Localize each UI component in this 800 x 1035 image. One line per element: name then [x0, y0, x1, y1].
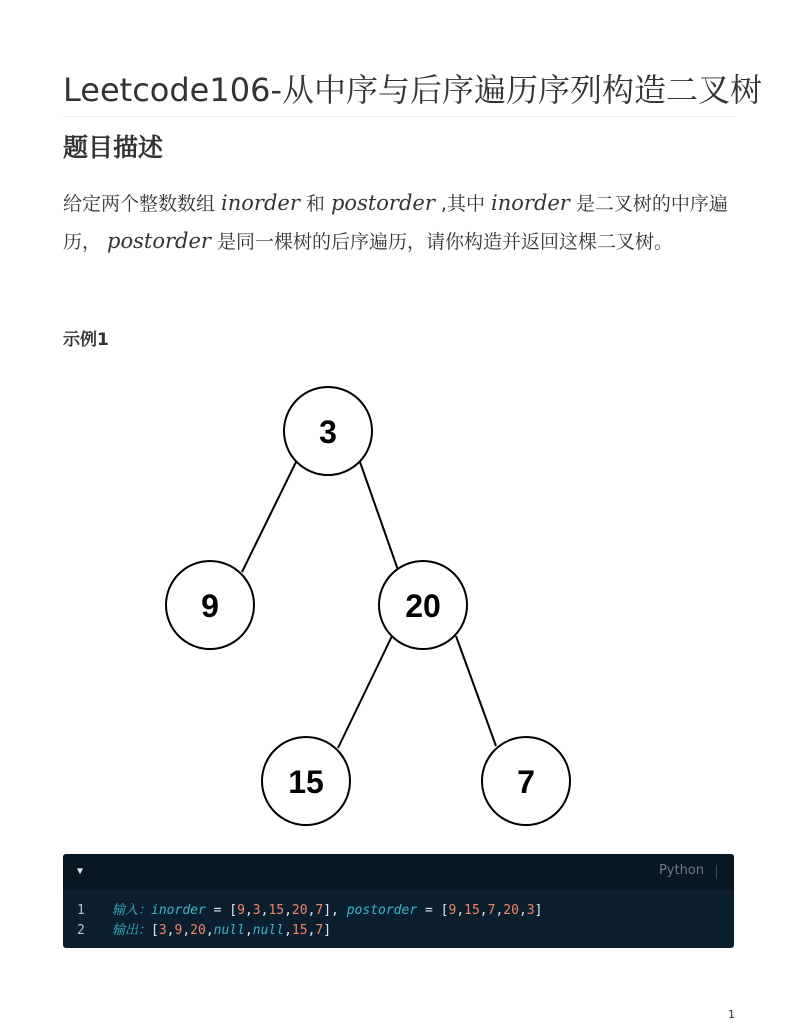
tree-edge-3-20: [360, 462, 398, 570]
code-number: 7: [487, 903, 496, 918]
code-number: 15: [268, 903, 285, 918]
code-number: 20: [190, 923, 206, 938]
code-token: null: [213, 923, 245, 938]
code-number: 9: [237, 903, 245, 918]
code-number: 7: [315, 923, 324, 938]
code-block: [63, 854, 734, 948]
desc-text: 和: [299, 193, 331, 215]
math-postorder: postorder: [107, 229, 211, 253]
code-number: 20: [503, 903, 519, 918]
math-inorder: inorder: [491, 191, 570, 215]
line-number: 2: [77, 923, 85, 938]
code-token: inorder: [151, 903, 206, 918]
code-language-label: Python: [658, 863, 704, 878]
tree-node-label: 3: [319, 414, 337, 450]
tree-edge-20-15: [338, 636, 392, 748]
code-token: ],: [323, 903, 347, 918]
code-token: [: [151, 923, 159, 938]
code-number: 20: [291, 903, 308, 918]
tree-node-label: 9: [201, 588, 219, 624]
tree-node-3: [284, 387, 372, 475]
tree-node-15: [262, 737, 350, 825]
code-token: ]: [534, 903, 543, 918]
section-heading: 题目描述: [63, 133, 164, 162]
code-number: 9: [448, 903, 457, 918]
code-number: 3: [252, 903, 261, 918]
math-postorder: postorder: [330, 191, 435, 215]
tree-node-label: 7: [517, 764, 535, 800]
example-heading: 示例1: [63, 330, 109, 350]
tree-node-9: [166, 561, 254, 649]
code-number: 9: [174, 923, 183, 938]
tree-edge-20-7: [456, 636, 496, 746]
page-title: Leetcode106-从中序与后序遍历序列构造二叉树: [63, 71, 762, 109]
code-number: 15: [291, 923, 308, 938]
code-token: 输入：: [112, 903, 152, 918]
tree-node-label: 15: [288, 764, 324, 800]
code-token: postorder: [346, 903, 418, 918]
code-number: 3: [526, 903, 535, 918]
tree-node-7: [482, 737, 570, 825]
code-number: 7: [315, 903, 324, 918]
desc-text: 是同一棵树的后序遍历，请你构造并返回这棵二叉树。: [210, 231, 673, 253]
desc-text: ,其中: [434, 193, 492, 215]
desc-text: 给定两个整数数组: [63, 193, 222, 215]
math-inorder: inorder: [221, 191, 300, 215]
collapse-caret-icon[interactable]: ▼: [77, 866, 84, 877]
code-token: = [: [417, 903, 449, 918]
header-divider: [716, 865, 717, 879]
code-token: ]: [323, 923, 332, 938]
code-number: 3: [158, 923, 167, 938]
code-line: 2 输出：[3,9,20,null,null,15,7]: [63, 921, 331, 941]
code-token: = [: [205, 903, 238, 918]
page-number: 1: [728, 1008, 735, 1021]
tree-node-20: [379, 561, 467, 649]
code-line: 1 输入：inorder = [9,3,15,20,7], postorder = [9,15,7,20,3]: [63, 901, 542, 921]
code-number: 15: [464, 903, 480, 918]
code-token: null: [252, 923, 285, 938]
tree-edge-3-9: [242, 462, 296, 572]
desc-text: 是二叉树的中序遍历，: [63, 193, 728, 253]
tree-node-label: 20: [405, 588, 441, 624]
code-token: 输出：: [112, 923, 152, 938]
line-number: 1: [77, 903, 85, 918]
code-block-header: [63, 854, 734, 890]
